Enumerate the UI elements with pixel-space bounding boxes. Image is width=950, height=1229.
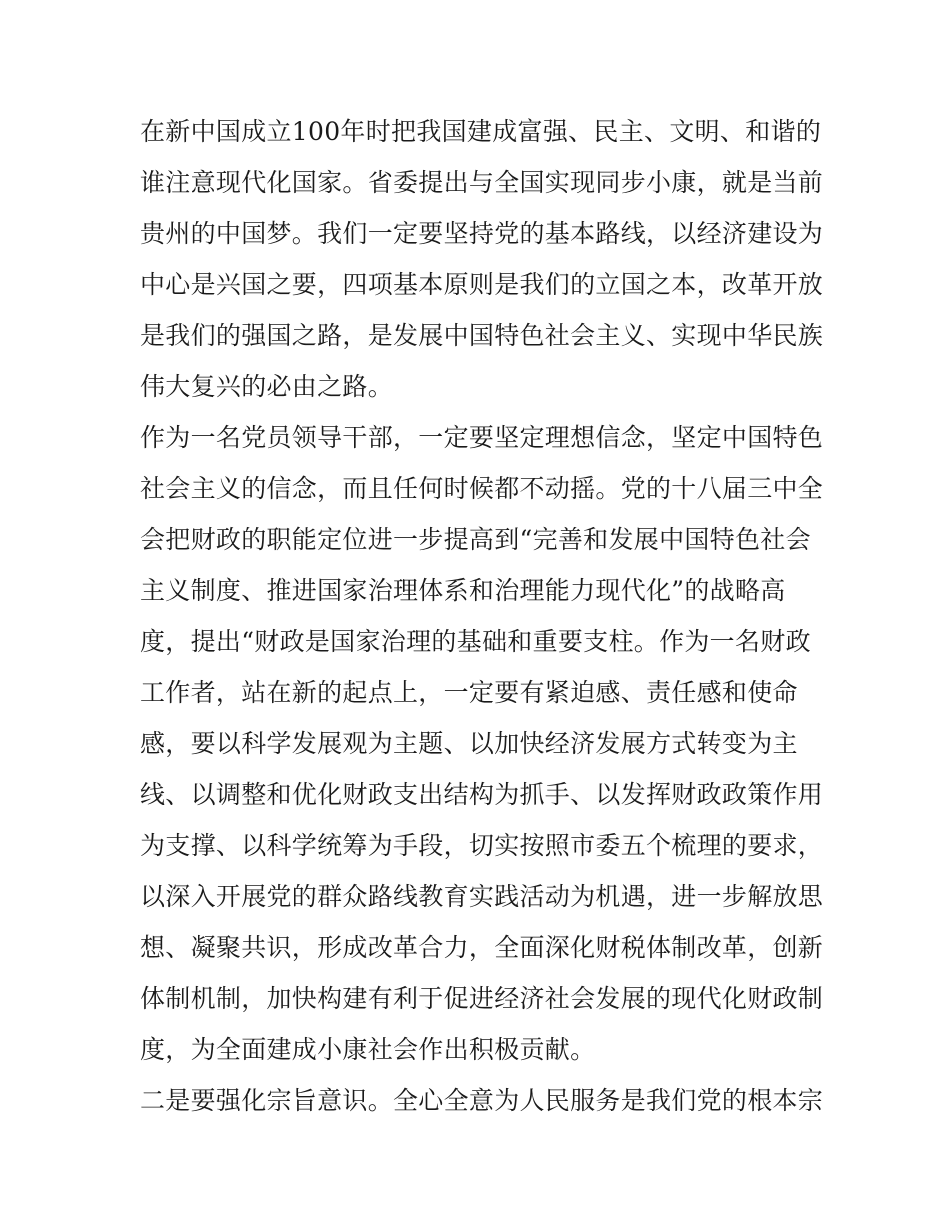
text-line: 伟大复兴的必由之路。 bbox=[140, 372, 394, 401]
text-line: 感，要以科学发展观为主题、以加快经济发展方式转变为主 bbox=[140, 729, 798, 758]
text-line: 会把财政的职能定位进一步提高到“完善和发展中国特色社会 bbox=[140, 525, 811, 554]
paragraph-3 bbox=[140, 1075, 830, 1126]
paragraph-2 bbox=[140, 412, 830, 1075]
document-body bbox=[140, 106, 830, 1126]
text-line: 中心是兴国之要，四项基本原则是我们的立国之本，改革开放 bbox=[140, 270, 824, 299]
text-line: 以深入开展党的群众路线教育实践活动为机遇，进一步解放思 bbox=[140, 882, 824, 911]
text-line: 线、以调整和优化财政支出结构为抓手、以发挥财政政策作用 bbox=[140, 780, 824, 809]
text-line: 二是要强化宗旨意识。全心全意为人民服务是我们党的根本宗 bbox=[140, 1086, 824, 1115]
text-line: 体制机制，加快构建有利于促进经济社会发展的现代化财政制 bbox=[140, 984, 824, 1013]
paragraph-1 bbox=[140, 106, 830, 412]
text-line: 主义制度、推进国家治理体系和治理能力现代化”的战略高 bbox=[140, 576, 786, 605]
text-line: 工作者，站在新的起点上，一定要有紧迫感、责任感和使命 bbox=[140, 678, 798, 707]
text-line: 在新中国成立100年时把我国建成富强、民主、文明、和谐的 bbox=[140, 117, 822, 146]
text-line: 想、凝聚共识，形成改革合力，全面深化财税体制改革，创新 bbox=[140, 933, 824, 962]
text-line: 为支撑、以科学统筹为手段，切实按照市委五个梳理的要求， bbox=[140, 831, 824, 860]
text-line: 是我们的强国之路，是发展中国特色社会主义、实现中华民族 bbox=[140, 321, 824, 350]
text-line: 社会主义的信念，而且任何时候都不动摇。党的十八届三中全 bbox=[140, 474, 824, 503]
text-line: 度，为全面建成小康社会作出积极贡献。 bbox=[140, 1035, 596, 1064]
text-line: 度，提出“财政是国家治理的基础和重要支柱。作为一名财政 bbox=[140, 627, 811, 656]
text-line: 谁注意现代化国家。省委提出与全国实现同步小康，就是当前 bbox=[140, 168, 824, 197]
text-line: 贵州的中国梦。我们一定要坚持党的基本路线，以经济建设为 bbox=[140, 219, 824, 248]
text-line: 作为一名党员领导干部，一定要坚定理想信念，坚定中国特色 bbox=[140, 423, 824, 452]
